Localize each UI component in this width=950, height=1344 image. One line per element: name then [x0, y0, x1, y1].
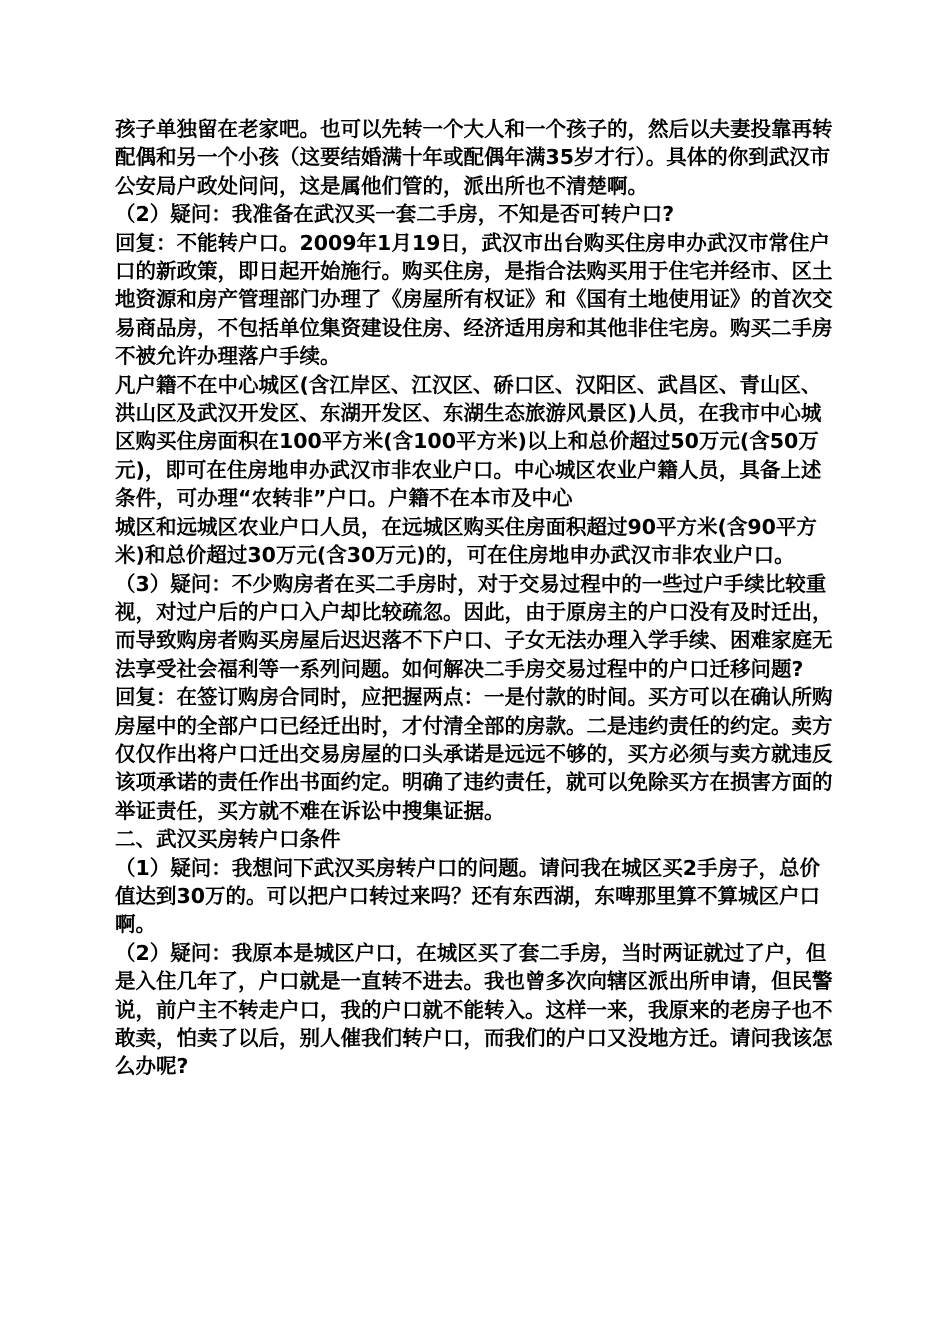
question-paragraph: （3）疑问：不少购房者在买二手房时，对于交易过程中的一些过户手续比较重视，对过户后的户口入户却比较疏忽。因此，由于原房主的户口没有及时迁出，而导致购房者购买房屋后迟迟落不下户口、子女无法办理入学手续、困难家庭无法享受社会福利等一系列问题。如何解决二手房交易过程中的户口迁移问题? [115, 571, 833, 681]
question-paragraph: （1）疑问：我想问下武汉买房转户口的问题。请问我在城区买2手房子，总价值达到30万的。可以把户口转过来吗？还有东西湖，东啤那里算不算城区户口啊。 [115, 855, 821, 937]
paragraph: 凡户籍不在中心城区(含江岸区、江汉区、硚口区、汉阳区、武昌区、青山区、洪山区及武汉开发区、东湖开发区、东湖生态旅游风景区)人员，在我市中心城区购买住房面积在100平方米(含100平方米)以上和总价超过50万元(含50万元)，即可在住房地申办武汉市非农业户口。中心城区农业户籍人员，具备上述条件，可办理“农转非”户口。户籍不在本市及中心 [115, 372, 822, 511]
section-heading: 二、武汉买房转户口条件 [115, 827, 341, 852]
paragraph: 孩子单独留在老家吧。也可以先转一个大人和一个孩子的，然后以夫妻投靠再转配偶和另一个小孩（这要结婚满十年或配偶年满35岁才行）。具体的你到武汉市公安局户政处问问，这是属他们管的，派出所也不清楚啊。 [115, 117, 833, 198]
answer-paragraph: 回复：不能转户口。2009年1月19日，武汉市出台购买住房申办武汉市常住户口的新政策，即日起开始施行。购买住房，是指合法购买用于住宅并经市、区土地资源和房产管理部门办理了《房屋所有权证》和《国有土地使用证》的首次交易商品房，不包括单位集资建设住房、经济适用房和其他非住宅房。购买二手房不被允许办理落户手续。 [115, 230, 833, 369]
paragraph: 城区和远城区农业户口人员，在远城区购买住房面积超过90平方米(含90平方米)和总价超过30万元(含30万元)的，可在住房地申办武汉市非农业户口。 [115, 514, 817, 568]
answer-paragraph: 回复：在签订购房合同时，应把握两点：一是付款的时间。买方可以在确认所购房屋中的全部户口已经迁出时，才付清全部的房款。二是违约责任的约定。卖方仅仅作出将户口迁出交易房屋的口头承诺是远远不够的，买方必须与卖方就违反该项承诺的责任作出书面约定。明确了违约责任，就可以免除买方在损害方面的举证责任，买方就不难在诉讼中搜集证据。 [115, 685, 833, 823]
question-paragraph: （2）疑问：我原本是城区户口，在城区买了套二手房，当时两证就过了户，但是入住几年了，户口就是一直转不进去。我也曾多次向辖区派出所申请，但民警说，前户主不转走户口，我的户口就不能转入。这样一来，我原来的老房子也不敢卖，怕卖了以后，别人催我们转户口，而我们的户口又没地方迁。请问我该怎么办呢? [115, 940, 833, 1079]
question-paragraph: （2）疑问：我准备在武汉买一套二手房，不知是否可转户口? [115, 202, 675, 227]
document-page [115, 115, 835, 1081]
